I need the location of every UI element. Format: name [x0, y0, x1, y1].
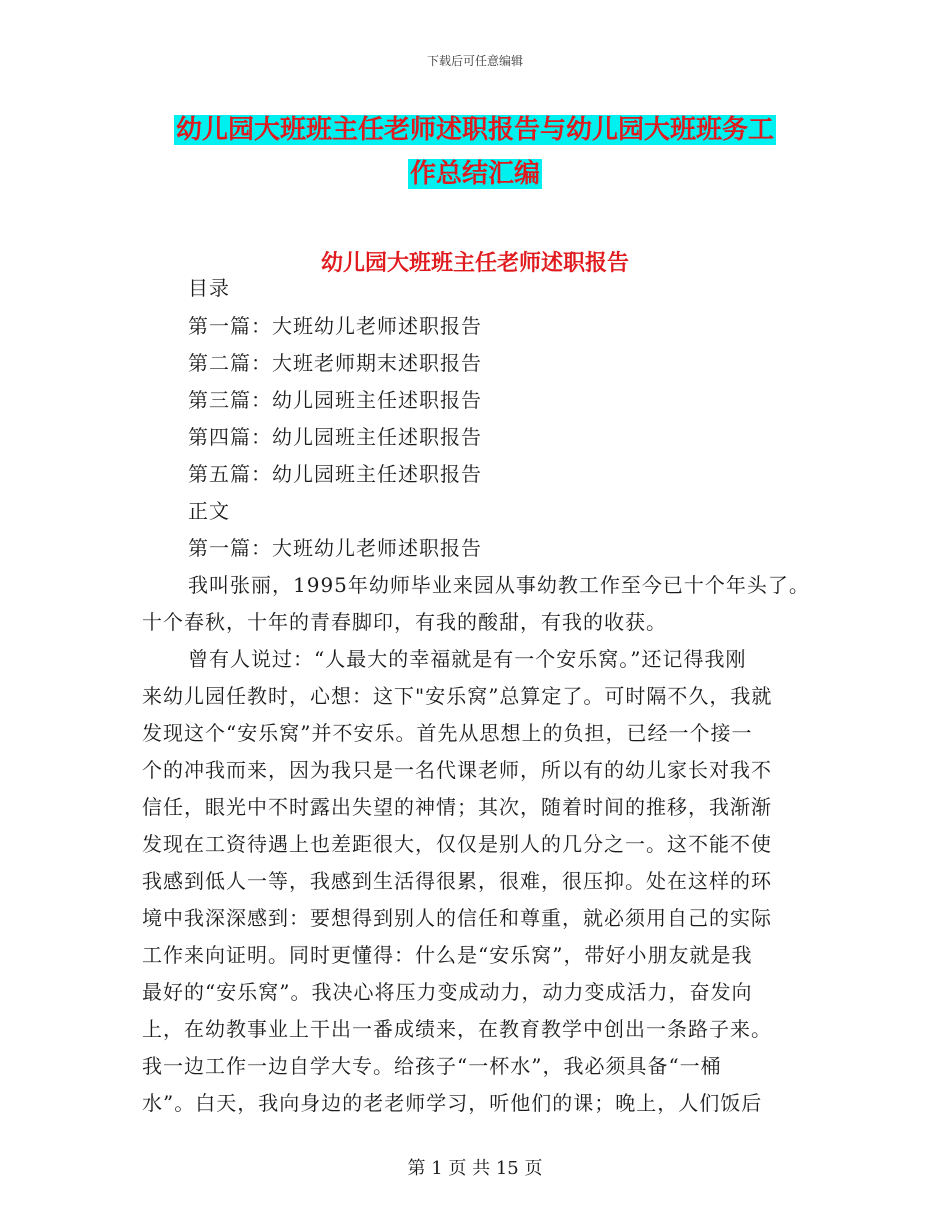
chapter-title: 第一篇：大班幼儿老师述职报告 [188, 536, 482, 560]
toc-item: 第二篇：大班老师期末述职报告 [188, 351, 482, 375]
paragraph-line: 我一边工作一边自学大专。给孩子“一杯水”，我必须具备“一桶 [142, 1054, 722, 1078]
paragraph-line: 最好的“安乐窝”。我决心将压力变成动力，动力变成活力，奋发向 [142, 980, 753, 1004]
toc-item: 第三篇：幼儿园班主任述职报告 [188, 388, 482, 412]
paragraph-line: 十个春秋，十年的青春脚印，有我的酸甜，有我的收获。 [142, 610, 667, 634]
toc-item: 第一篇：大班幼儿老师述职报告 [188, 314, 482, 338]
paragraph-line: 工作来向证明。同时更懂得：什么是“安乐窝”，带好小朋友就是我 [142, 943, 753, 967]
paragraph-line: 境中我深深感到：要想得到别人的信任和尊重，就必须用自己的实际 [142, 906, 772, 930]
document-title-line-2 [0, 156, 950, 192]
paragraph-line: 来幼儿园任教时，心想：这下"安乐窝”总算定了。可时隔不久，我就 [142, 684, 773, 708]
page-footer: 第 1 页 共 15 页 [407, 1158, 543, 1179]
document-title-line-1 [0, 112, 950, 148]
section-title: 幼儿园大班班主任老师述职报告 [320, 250, 629, 276]
paragraph-line: 个的冲我而来，因为我只是一名代课老师，所以有的幼儿家长对我不 [142, 758, 772, 782]
toc-item: 第五篇：幼儿园班主任述职报告 [188, 462, 482, 486]
paragraph-line: 我感到低人一等，我感到生活得很累，很难，很压抑。处在这样的环 [142, 869, 772, 893]
title-highlight-2: 作总结汇编 [409, 159, 540, 189]
paragraph-line: 信任，眼光中不时露出失望的神情；其次，随着时间的推移，我渐渐 [142, 795, 772, 819]
toc-item: 第四篇：幼儿园班主任述职报告 [188, 425, 482, 449]
toc-label: 目录 [188, 276, 230, 300]
paragraph-line: 水”。白天，我向身边的老老师学习，听他们的课；晚上，人们饭后 [142, 1091, 763, 1115]
header-note: 下载后可任意编辑 [426, 54, 523, 68]
paragraph-line: 我叫张丽，1995年幼师毕业来园从事幼教工作至今已十个年头了。 [188, 573, 810, 597]
body-label: 正文 [188, 499, 230, 523]
paragraph-line: 曾有人说过：“人最大的幸福就是有一个安乐窝。”还记得我刚 [188, 647, 747, 671]
title-highlight-1: 幼儿园大班班主任老师述职报告与幼儿园大班班务工 [175, 115, 774, 145]
paragraph-line: 发现这个“安乐窝”并不安乐。首先从思想上的负担，已经一个接一 [142, 721, 753, 745]
paragraph-line: 发现在工资待遇上也差距很大，仅仅是别人的几分之一。这不能不使 [142, 832, 772, 856]
paragraph-line: 上，在幼教事业上干出一番成绩来，在教育教学中创出一条路子来。 [142, 1017, 772, 1041]
